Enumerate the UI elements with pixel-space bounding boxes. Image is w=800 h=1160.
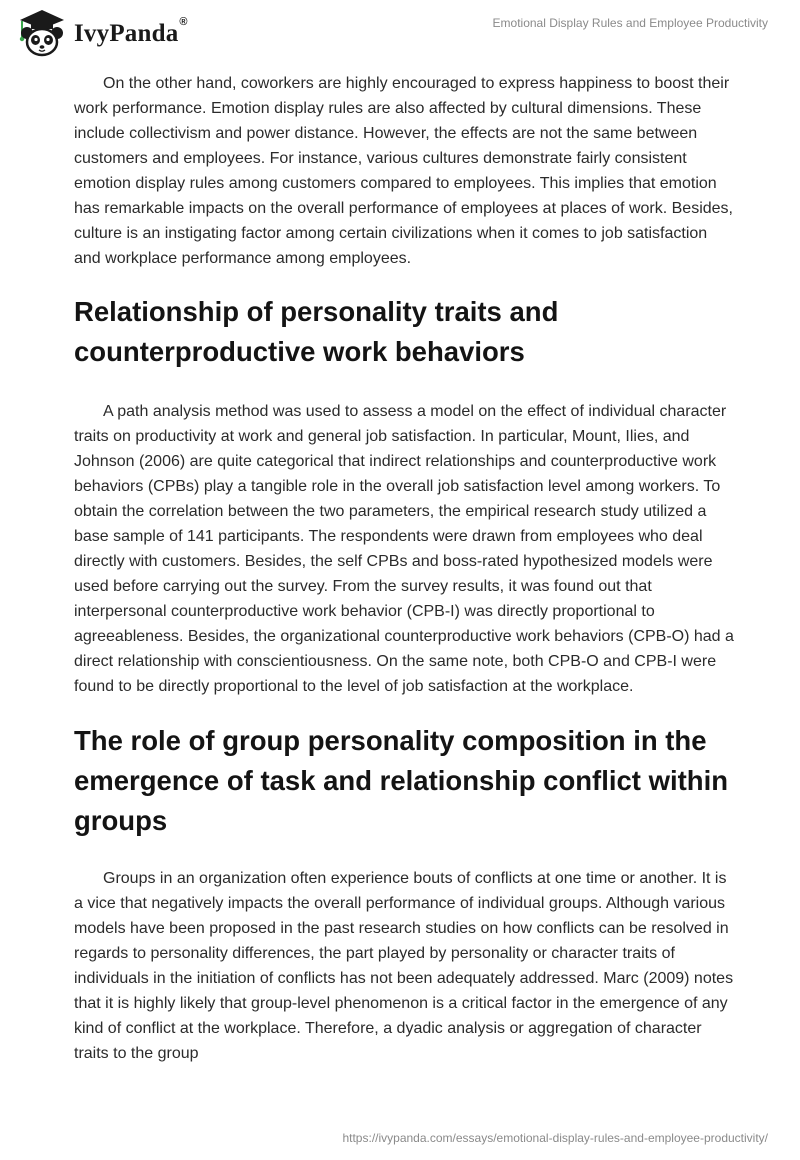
source-url[interactable]: https://ivypanda.com/essays/emotional-display-rules-and-employee-productivity/	[342, 1131, 768, 1145]
document-title: Emotional Display Rules and Employee Productivity	[492, 16, 768, 30]
heading-group-personality: The role of group personality composition in the emergence of task and relationship conflict within groups	[74, 725, 729, 836]
registered-mark: ®	[179, 16, 188, 28]
page-header	[0, 0, 800, 70]
panda-graduate-icon	[14, 8, 68, 58]
paragraph-group-conflicts: Groups in an organization often experience bouts of conflicts at one time or another. It is a vice that negatively impacts the overall performance of individual groups. Although various models have been proposed in the past research studies on how conflicts can be resolved in regards to personality differences, the part played by personality or character traits of individuals in the initiation of conflicts has not been adequately addressed. Marc (2009) notes that it is highly likely that group-level phenomenon is a critical factor in the emergence of any kind of conflict at the workplace. Therefore, a dyadic analysis or aggregation of character traits to the group	[74, 870, 734, 1062]
logo-wordmark: IvyPanda®	[74, 16, 188, 47]
heading-personality-traits: Relationship of personality traits and counterproductive work behaviors	[74, 296, 559, 367]
paragraph-path-analysis: A path analysis method was used to assess a model on the effect of individual character traits on productivity at work and general job satisfaction. In particular, Mount, Ilies, and Johnson (2006) are quite categorical that indirect relationships and counterproductive work behaviors (CPBs) play a tangible role in the overall job satisfaction level among workers. To obtain the correlation between the two parameters, the empirical research study utilized a base sample of 141 participants. The respondents were drawn from employees who deal directly with customers. Besides, the self CPBs and boss-rated hypothesized models were used before carrying out the survey. From the survey results, it was found out that interpersonal counterproductive work behavior (CPB-I) was directly proportional to agreeableness. Besides, the organizational counterproductive work behaviors (CPB-O) had a direct relationship with conscientiousness. On the same note, both CPB-O and CPB-I were found to be directly proportional to the level of job satisfaction at the workplace.	[74, 403, 734, 695]
paragraph-cultural-dimensions: On the other hand, coworkers are highly encouraged to express happiness to boost their work performance. Emotion display rules are also affected by cultural dimensions. These include collectivism and power distance. However, the effects are not the same between customers and employees. For instance, various cultures demonstrate fairly consistent emotion display rules among customers compared to employees. This implies that emotion has remarkable impacts on the overall performance of employees at places of work. Besides, culture is an instigating factor among certain civilizations when it comes to job satisfaction and workplace performance among employees.	[74, 75, 733, 267]
essay-content	[74, 71, 734, 1066]
ivypanda-logo[interactable]	[14, 8, 188, 58]
